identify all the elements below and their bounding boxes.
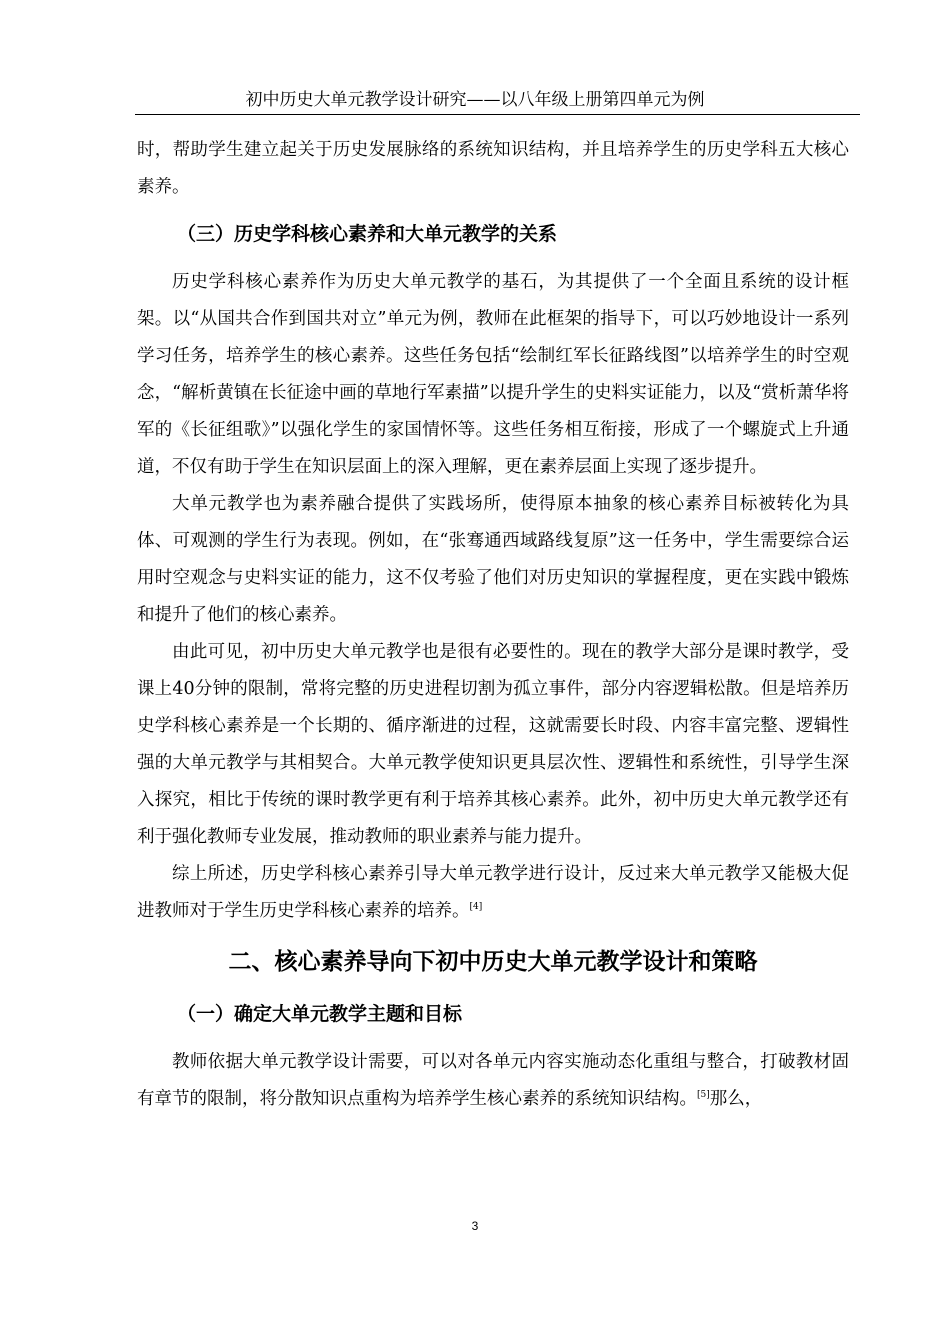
header-divider [135,114,860,115]
paragraph-3: 由此可见，初中历史大单元教学也是很有必要性的。现在的教学大部分是课时教学，受课上40分钟的限制，常将完整的历史进程切割为孤立事件，部分内容逻辑松散。但是培养历史学科核心素养是一个长期的、循序渐进的过程，这就需要长时段、内容丰富完整、逻辑性强的大单元教学与其相契合。大单元教学使知识更具层次性、逻辑性和系统性，引导学生深入探究，相比于传统的课时教学更有利于培养其核心素养。此外，初中历史大单元教学还有利于强化教师专业发展，推动教师的职业素养与能力提升。 [137,642,849,847]
paragraph-4 [137,856,849,930]
paragraph-5-tail: 那么， [709,1089,763,1109]
paragraph-1: 历史学科核心素养作为历史大单元教学的基石，为其提供了一个全面且系统的设计框架。以“从国共合作到国共对立”单元为例，教师在此框架的指导下，可以巧妙地设计一系列学习任务，培养学生的核心素养。这些任务包括“绘制红军长征路线图”以培养学生的时空观念，“解析黄镇在长征途中画的草地行军素描”以提升学生的史料实证能力，以及“赏析萧华将军的《长征组歌》”以强化学生的家国情怀等。这些任务相互衔接，形成了一个螺旋式上升通道，不仅有助于学生在知识层面上的深入理解，更在素养层面上实现了逐步提升。 [137,272,849,477]
section-heading-3: （三）历史学科核心素养和大单元教学的关系 [177,223,558,245]
chapter-heading-2: 二、核心素养导向下初中历史大单元教学设计和策略 [228,949,758,975]
paragraph-continued: 时，帮助学生建立起关于历史发展脉络的系统知识结构，并且培养学生的历史学科五大核心素养。 [137,140,849,197]
section-heading-1: （一）确定大单元教学主题和目标 [177,1003,463,1025]
citation-4: [4] [469,902,483,913]
paragraph-2: 大单元教学也为素养融合提供了实践场所，使得原本抽象的核心素养目标被转化为具体、可观测的学生行为表现。例如，在“张骞通西域路线复原”这一任务中，学生需要综合运用时空观念与史料实证的能力，这不仅考验了他们对历史知识的掌握程度，更在实践中锻炼和提升了他们的核心素养。 [137,494,849,625]
page-number: 3 [471,1219,479,1233]
page-body [137,132,849,1118]
paragraph-5 [137,1044,849,1118]
paragraph-5-text: 教师依据大单元教学设计需要，可以对各单元内容实施动态化重组与整合，打破教材固有章节的限制，将分散知识点重构为培养学生核心素养的系统知识结构。 [137,1052,849,1109]
citation-5: [5] [697,1090,710,1101]
running-header: 初中历史大单元教学设计研究——以八年级上册第四单元为例 [245,90,705,110]
paragraph-4-text: 综上所述，历史学科核心素养引导大单元教学进行设计，反过来大单元教学又能极大促进教师对于学生历史学科核心素养的培养。 [137,864,849,921]
